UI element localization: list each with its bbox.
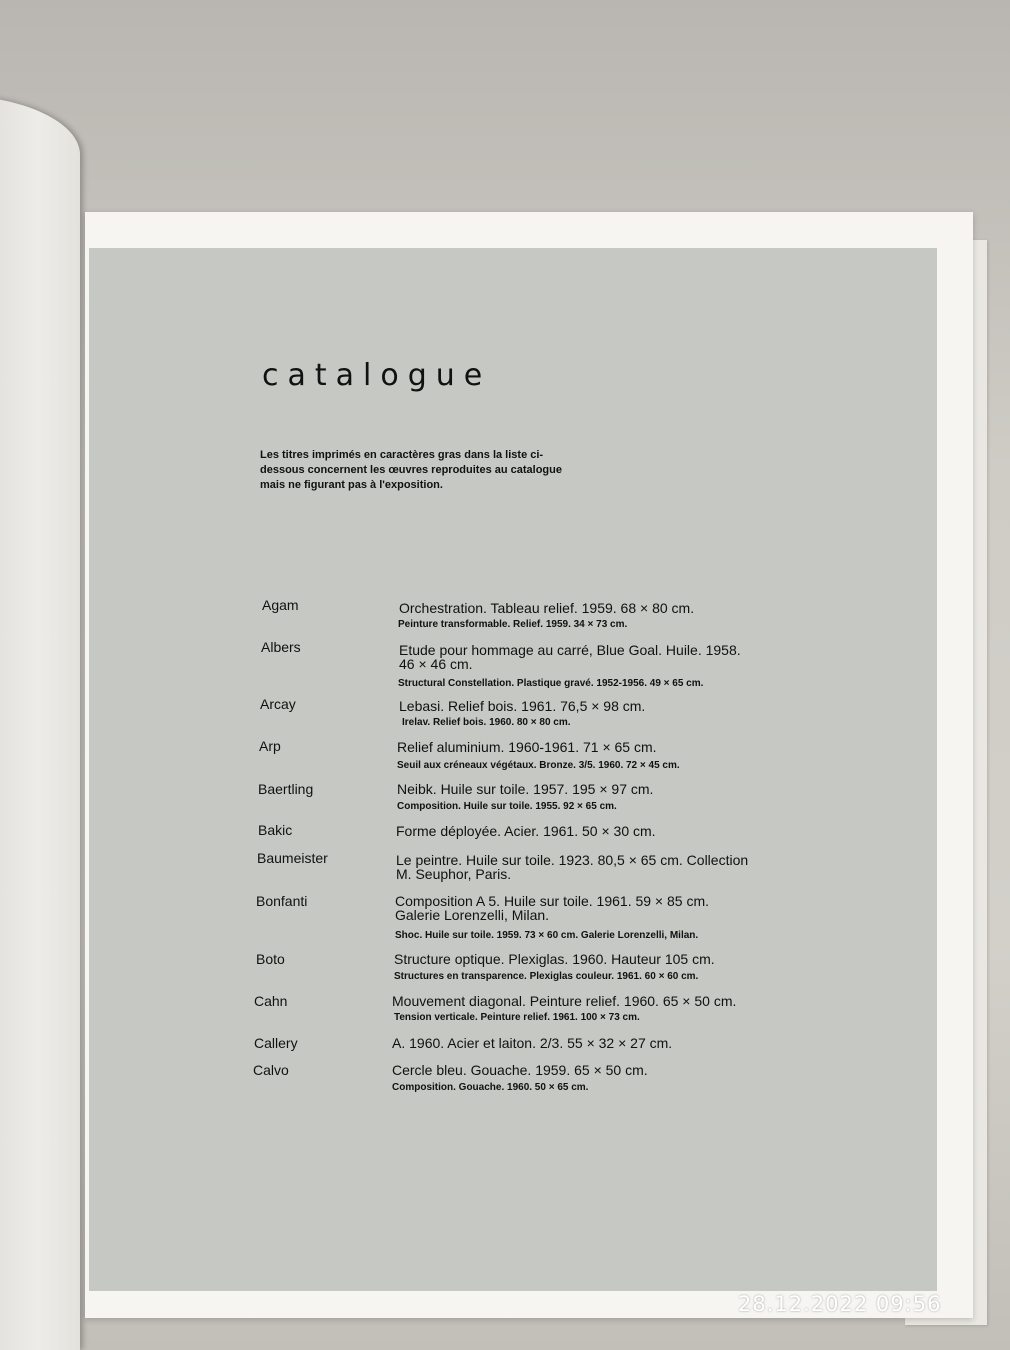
work-title: Structure optique. Plexiglas. 1960. Hauteur 105 cm. (394, 951, 715, 967)
work-reproduced: Structures en transparence. Plexiglas couleur. 1961. 60 × 60 cm. (394, 971, 699, 982)
work-title: Orchestration. Tableau relief. 1959. 68 × 80 cm. (399, 600, 695, 616)
work-reproduced: Composition. Gouache. 1960. 50 × 65 cm. (392, 1082, 589, 1093)
artist-name: Albers (261, 639, 301, 655)
work-title: Lebasi. Relief bois. 1961. 76,5 × 98 cm. (399, 698, 646, 714)
work-title: A. 1960. Acier et laiton. 2/3. 55 × 32 × 27 cm. (392, 1035, 673, 1051)
artist-name: Boto (256, 951, 285, 967)
artist-name: Cahn (254, 993, 288, 1009)
artist-name: Arcay (260, 696, 296, 712)
artist-name: Arp (259, 738, 281, 754)
work-title: Composition A 5. Huile sur toile. 1961. 59 × 85 cm. (395, 893, 710, 909)
artist-name: Agam (262, 597, 299, 613)
work-title-cont: 46 × 46 cm. (399, 656, 473, 672)
work-title: Le peintre. Huile sur toile. 1923. 80,5 × 65 cm. Collection (396, 852, 749, 868)
left-page-edge (0, 95, 80, 1350)
work-title: Relief aluminium. 1960-1961. 71 × 65 cm. (397, 739, 657, 755)
photo-timestamp: 28.12.2022 09:56 (738, 1292, 942, 1316)
work-title-cont: M. Seuphor, Paris. (396, 866, 512, 882)
work-reproduced: Shoc. Huile sur toile. 1959. 73 × 60 cm. Galerie Lorenzelli, Milan. (395, 930, 699, 941)
artist-name: Baertling (258, 781, 314, 797)
work-title-cont: Galerie Lorenzelli, Milan. (395, 907, 550, 923)
work-reproduced: Composition. Huile sur toile. 1955. 92 × 65 cm. (397, 801, 617, 812)
work-reproduced: Seuil aux créneaux végétaux. Bronze. 3/5. 1960. 72 × 45 cm. (397, 760, 680, 771)
work-title: Forme déployée. Acier. 1961. 50 × 30 cm. (396, 823, 656, 839)
page-title: catalogue (262, 358, 492, 393)
intro-note: Les titres imprimés en caractères gras dans la liste ci-dessous concernent les œuvres reproduites au catalogue mais ne figurant pas à l'exposition. (260, 449, 562, 491)
work-title: Neibk. Huile sur toile. 1957. 195 × 97 cm. (397, 781, 654, 797)
work-title: Etude pour hommage au carré, Blue Goal. Huile. 1958. (399, 642, 741, 658)
work-reproduced: Tension verticale. Peinture relief. 1961. 100 × 73 cm. (394, 1012, 640, 1023)
artist-name: Baumeister (257, 850, 328, 866)
work-reproduced: Irelav. Relief bois. 1960. 80 × 80 cm. (402, 717, 571, 728)
work-reproduced: Structural Constellation. Plastique gravé. 1952-1956. 49 × 65 cm. (398, 678, 704, 689)
work-title: Cercle bleu. Gouache. 1959. 65 × 50 cm. (392, 1062, 648, 1078)
artist-name: Bonfanti (256, 893, 308, 909)
artist-name: Calvo (253, 1062, 289, 1078)
artist-name: Bakic (258, 822, 293, 838)
work-title: Mouvement diagonal. Peinture relief. 1960. 65 × 50 cm. (392, 993, 737, 1009)
artist-name: Callery (254, 1035, 298, 1051)
work-reproduced: Peinture transformable. Relief. 1959. 34 × 73 cm. (398, 619, 628, 630)
